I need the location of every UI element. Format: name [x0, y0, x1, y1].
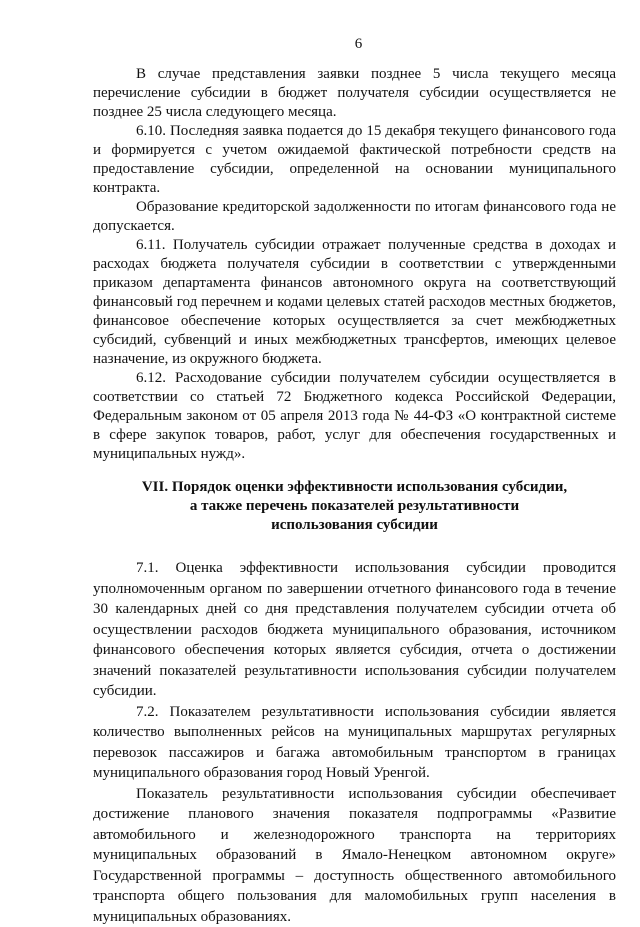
section-heading-line-2: а также перечень показателей результативности — [93, 497, 616, 516]
paragraph-6-11: 6.11. Получатель субсидии отражает полученные средства в доходах и расходах бюджета получателя субсидии в соответствии с утвержденными приказом департамента финансов автономного округа на соответствующий финансовый год перечнем и кодами целевых статей расходов местных бюджетов, финансовое обеспечение которых осуществляется за счет межбюджетных субсидий, субвенций и иных межбюджетных трансфертов, имеющих целевое назначение, из окружного бюджета. — [93, 236, 616, 369]
paragraph-late-application: В случае представления заявки позднее 5 числа текущего месяца перечисление субсидии в бюджет получателя субсидии осуществляется не позднее 25 числа следующего месяца. — [93, 65, 616, 122]
paragraph-7-1: 7.1. Оценка эффективности использования субсидии проводится уполномоченным органом по завершении отчетного финансового года в течение 30 календарных дней со дня представления получателем субсидии отчета об осуществлении расходов бюджета муниципального образования, источником финансового обеспечения которых является субсидия, отчета о достижении значений показателей результативности использования субсидии получателем субсидии. — [93, 558, 616, 702]
paragraph-6-12: 6.12. Расходование субсидии получателем субсидии осуществляется в соответствии со статьей 72 Бюджетного кодекса Российской Федерации, Федеральным законом от 05 апреля 2013 года № 44-ФЗ «О контрактной системе в сфере закупок товаров, работ, услуг для обеспечения государственных и муниципальных нужд». — [93, 369, 616, 464]
paragraph-7-2: 7.2. Показателем результативности использования субсидии является количество выполненных рейсов на муниципальных маршрутах регулярных перевозок пассажиров и багажа автомобильным транспортом в границах муниципального образования город Новый Уренгой. — [93, 702, 616, 784]
section-heading-line-3: использования субсидии — [93, 516, 616, 535]
section-heading-vii — [93, 478, 616, 535]
page-number: 6 — [93, 36, 616, 53]
paragraph-indicator: Показатель результативности использования субсидии обеспечивает достижение планового значения показателя подпрограммы «Развитие автомобильного и железнодорожного транспорта на территориях муниципальных образований в Ямало-Ненецком автономном округе» Государственной программы – доступность общественного автомобильного транспорта общего пользования для маломобильных групп населения в муниципальных образованиях. — [93, 784, 616, 927]
paragraph-no-debt: Образование кредиторской задолженности по итогам финансового года не допускается. — [93, 198, 616, 236]
section-heading-line-1: VII. Порядок оценки эффективности использования субсидии, — [93, 478, 616, 497]
paragraph-6-10: 6.10. Последняя заявка подается до 15 декабря текущего финансового года и формируется с учетом ожидаемой фактической потребности средств на предоставление субсидии, определенной на основании муниципального контракта. — [93, 122, 616, 198]
